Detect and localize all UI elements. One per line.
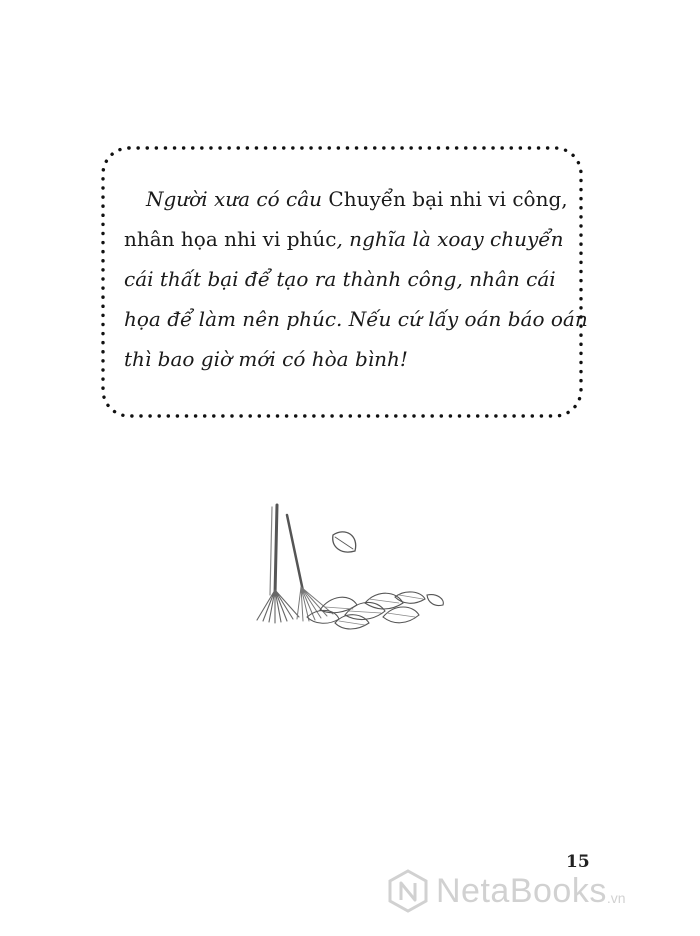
quote-segment: cái thất bại để tạo ra thành công, nhân cái bbox=[124, 267, 556, 291]
quote-segment: Chuyển bại nhi vi công, bbox=[328, 187, 568, 211]
quote-segment: Người xưa có câu bbox=[146, 187, 329, 211]
quote-segment: , nghĩa là xoay chuyển bbox=[336, 227, 564, 251]
quote-segment: thì bao giờ mới có hòa bình! bbox=[124, 347, 408, 371]
watermark-suffix: .vn bbox=[606, 890, 626, 906]
quote-line bbox=[124, 179, 568, 219]
quote-line bbox=[124, 219, 568, 259]
quote-box bbox=[100, 145, 588, 419]
quote-segment: nhân họa nhi vi phúc bbox=[124, 227, 337, 251]
page-number: 15 bbox=[566, 852, 590, 872]
watermark-brand: NetaBooks bbox=[436, 871, 607, 910]
netabooks-logo-icon bbox=[388, 869, 428, 913]
quote-segment: họa để làm nên phúc. Nếu cứ lấy oán báo oán bbox=[124, 307, 588, 331]
broom-and-leaves-illustration bbox=[245, 495, 455, 645]
quote-line bbox=[124, 259, 568, 299]
watermark bbox=[388, 868, 626, 914]
quote-line bbox=[124, 339, 568, 379]
quote-line bbox=[124, 299, 588, 339]
quote-text bbox=[124, 179, 588, 379]
